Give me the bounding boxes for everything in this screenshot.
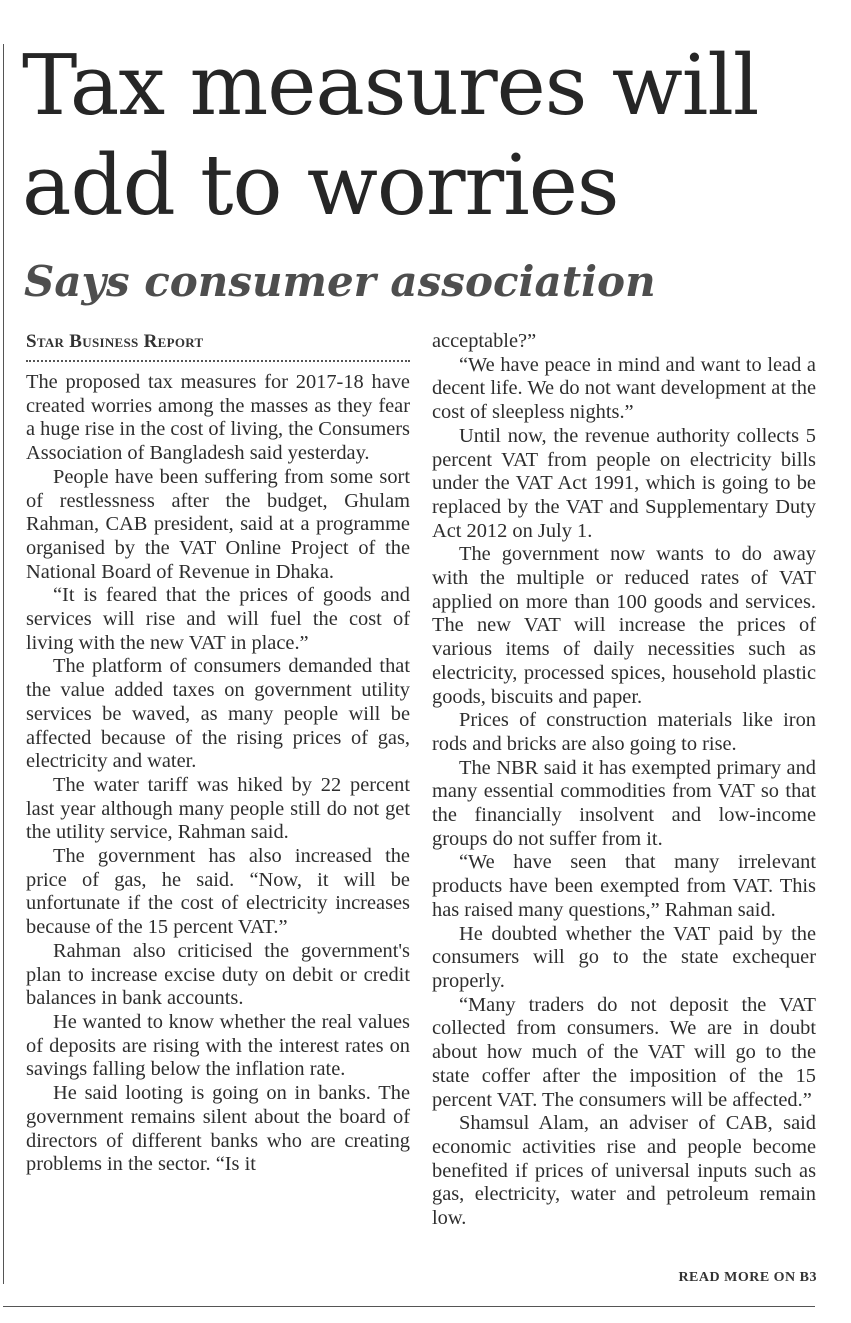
paragraph: People have been suffering from some sort of restlessness after the budget, Ghulam Rahman, CAB president, said at a programme organised by the VAT Online Project of the National Board of Revenue in Dhaka.	[26, 465, 410, 583]
paragraph: The proposed tax measures for 2017-18 have created worries among the masses as they fear a huge rise in the cost of living, the Consumers Association of Bangladesh said yesterday.	[26, 371, 410, 465]
paragraph: “We have seen that many irrelevant products have been exempted from VAT. This has raised many questions,” Rahman said.	[432, 851, 816, 921]
paragraph-continuation: acceptable?”	[432, 330, 537, 352]
paragraph: “Many traders do not deposit the VAT collected from consumers. We are in doubt about how much of the VAT will go to the state coffer after the imposition of the 15 percent VAT. The consumers will be affected.”	[432, 993, 816, 1111]
paragraph: “It is feared that the prices of goods and services will rise and will fuel the cost of living with the new VAT in place.”	[26, 584, 410, 654]
left-column	[26, 330, 410, 1177]
paragraph: He said looting is going on in banks. The government remains silent about the board of directors of different banks who are creating problems in the sector. “Is it	[26, 1082, 410, 1176]
paragraph: Until now, the revenue authority collects 5 percent VAT from people on electricity bills under the VAT Act 1991, which is going to be replaced by the VAT and Supplementary Duty Act 2012 on July 1.	[432, 424, 816, 542]
paragraph: The government has also increased the price of gas, he said. “Now, it will be unfortunate if the cost of electricity increases because of the 15 percent VAT.”	[26, 845, 410, 939]
headline: Tax measures will add to worries	[22, 37, 759, 234]
byline: Star Business Report	[26, 331, 204, 352]
byline-dotted-rule	[26, 360, 410, 362]
paragraph: Shamsul Alam, an adviser of CAB, said economic activities rise and people become benefited if prices of universal inputs such as gas, electricity, water and petroleum remain low.	[432, 1112, 816, 1230]
left-column-rule	[3, 44, 4, 1284]
paragraph: The platform of consumers demanded that the value added taxes on government utility services be waved, as many people will be affected because of the rising prices of gas, electricity and water.	[26, 655, 410, 773]
paragraph: The NBR said it has exempted primary and many essential commodities from VAT so that the financially insolvent and low-income groups do not suffer from it.	[432, 756, 816, 850]
paragraph: The government now wants to do away with the multiple or reduced rates of VAT applied on more than 100 goods and services. The new VAT will increase the prices of various items of daily necessities such as electricity, processed spices, household plastic goods, biscuits and paper.	[432, 543, 816, 708]
paragraph: The water tariff was hiked by 22 percent last year although many people still do not get the utility service, Rahman said.	[26, 773, 410, 844]
paragraph: Prices of construction materials like iron rods and bricks are also going to rise.	[432, 709, 816, 755]
paragraph: He wanted to know whether the real values of deposits are rising with the interest rates on savings falling below the inflation rate.	[26, 1010, 410, 1081]
paragraph: He doubted whether the VAT paid by the consumers will go to the state exchequer properly.	[432, 922, 816, 992]
right-column	[432, 330, 816, 1231]
paragraph: Rahman also criticised the government's plan to increase excise duty on debit or credit balances in bank accounts.	[26, 939, 410, 1010]
kicker-subheadline: Says consumer association	[24, 257, 656, 306]
bottom-rule	[3, 1306, 815, 1307]
paragraph: “We have peace in mind and want to lead a decent life. We do not want development at the cost of sleepless nights.”	[432, 353, 816, 424]
read-more-jump-line: READ MORE ON B3	[678, 1270, 817, 1285]
